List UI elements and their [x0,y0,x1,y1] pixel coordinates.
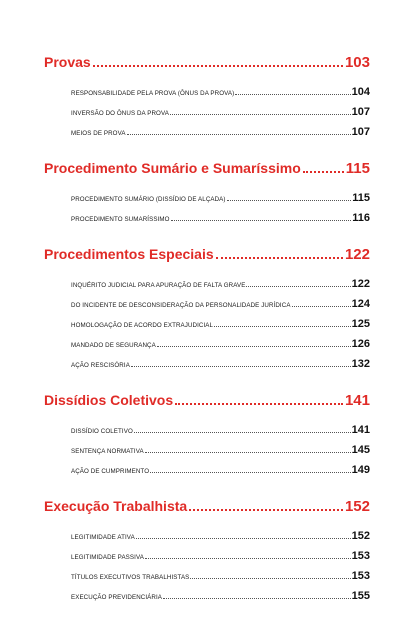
entry-page-number: 126 [351,338,370,350]
entry-page-number: 145 [351,444,370,456]
toc-entry[interactable] [44,102,370,122]
entry-page-number: 124 [351,298,370,310]
dot-leader [145,558,351,559]
entry-page-number: 153 [351,550,370,562]
toc-section [44,496,370,606]
entry-page-number: 107 [351,106,370,118]
section-page-number: 152 [344,498,370,515]
dot-leader [171,220,352,221]
toc-entry[interactable] [44,440,370,460]
toc-entry[interactable] [44,208,370,228]
section-page-number: 141 [344,392,370,409]
dot-leader [157,346,351,347]
toc-entry[interactable] [44,566,370,586]
section-title: Provas [44,54,91,70]
section-page-number: 122 [344,246,370,263]
entry-label: MEIOS DE PROVA [71,130,126,137]
dot-leader [235,94,350,95]
toc-entry[interactable] [44,122,370,142]
dot-leader [190,578,350,579]
entry-page-number: 149 [351,464,370,476]
section-heading[interactable] [44,158,370,178]
entry-label: EXECUÇÃO PREVIDENCIÁRIA [71,594,163,601]
entry-page-number: 122 [351,278,370,290]
dot-leader [175,403,343,405]
entry-label: INVERSÃO DO ÔNUS DA PROVA [71,110,169,117]
toc-section [44,52,370,142]
toc-section [44,158,370,228]
toc-entry[interactable] [44,82,370,102]
section-page-number: 103 [344,54,370,71]
entry-label: LEGITIMIDADE PASSIVA [71,554,144,561]
entry-label: DISSÍDIO COLETIVO [71,428,133,435]
entry-label: SENTENÇA NORMATIVA [71,448,144,455]
section-heading[interactable] [44,496,370,516]
entry-page-number: 153 [351,570,370,582]
entry-page-number: 104 [351,86,370,98]
dot-leader [292,306,351,307]
toc-entry[interactable] [44,546,370,566]
section-heading[interactable] [44,52,370,72]
entry-label: PROCEDIMENTO SUMARÍSSIMO [71,216,170,223]
entry-label: MANDADO DE SEGURANÇA [71,342,156,349]
dot-leader [93,65,343,67]
toc-entry[interactable] [44,420,370,440]
entry-page-number: 141 [351,424,370,436]
dot-leader [150,472,351,473]
toc-section [44,244,370,374]
toc-entry[interactable] [44,274,370,294]
entry-page-number: 125 [351,318,370,330]
dot-leader [303,171,344,173]
section-heading[interactable] [44,244,370,264]
dot-leader [214,326,351,327]
toc-entry[interactable] [44,460,370,480]
entry-label: INQUÉRITO JUDICIAL PARA APURAÇÃO DE FALTA GRAVE [71,282,246,289]
toc-entry[interactable] [44,294,370,314]
toc-entry[interactable] [44,354,370,374]
entry-label: TÍTULOS EXECUTIVOS TRABALHISTAS [71,574,190,581]
entry-page-number: 132 [351,358,370,370]
dot-leader [134,432,351,433]
entry-label: AÇÃO RESCISÓRIA [71,362,130,369]
entry-page-number: 152 [351,530,370,542]
entry-label: HOMOLOGAÇÃO DE ACORDO EXTRAJUDICIAL [71,322,214,329]
section-heading[interactable] [44,390,370,410]
entry-page-number: 155 [351,590,370,602]
toc-section [44,390,370,480]
section-title: Procedimento Sumário e Sumaríssimo [44,160,301,176]
dot-leader [136,538,351,539]
entry-label: PROCEDIMENTO SUMÁRIO (DISSÍDIO DE ALÇADA) [71,196,226,203]
toc-entry[interactable] [44,526,370,546]
section-title: Procedimentos Especiais [44,246,214,262]
section-title: Execução Trabalhista [44,498,188,514]
section-page-number: 115 [345,160,370,177]
entry-label: AÇÃO DE CUMPRIMENTO [71,468,150,475]
entry-label: RESPONSABILIDADE PELA PROVA (ÔNUS DA PROVA) [71,90,235,97]
entry-label: DO INCIDENTE DE DESCONSIDERAÇÃO DA PERSONALIDADE JURÍDICA [71,302,291,309]
entry-label: LEGITIMIDADE ATIVA [71,534,135,541]
dot-leader [131,366,351,367]
entry-page-number: 107 [351,126,370,138]
entry-page-number: 115 [352,192,370,204]
entry-page-number: 116 [352,212,370,224]
toc-entry[interactable] [44,188,370,208]
dot-leader [127,134,351,135]
section-title: Dissídios Coletivos [44,392,174,408]
dot-leader [163,598,351,599]
dot-leader [189,509,343,511]
toc-entry[interactable] [44,334,370,354]
dot-leader [216,257,343,259]
dot-leader [145,452,351,453]
table-of-contents [44,52,370,622]
dot-leader [227,200,352,201]
toc-entry[interactable] [44,586,370,606]
dot-leader [170,114,351,115]
toc-entry[interactable] [44,314,370,334]
dot-leader [246,286,350,287]
